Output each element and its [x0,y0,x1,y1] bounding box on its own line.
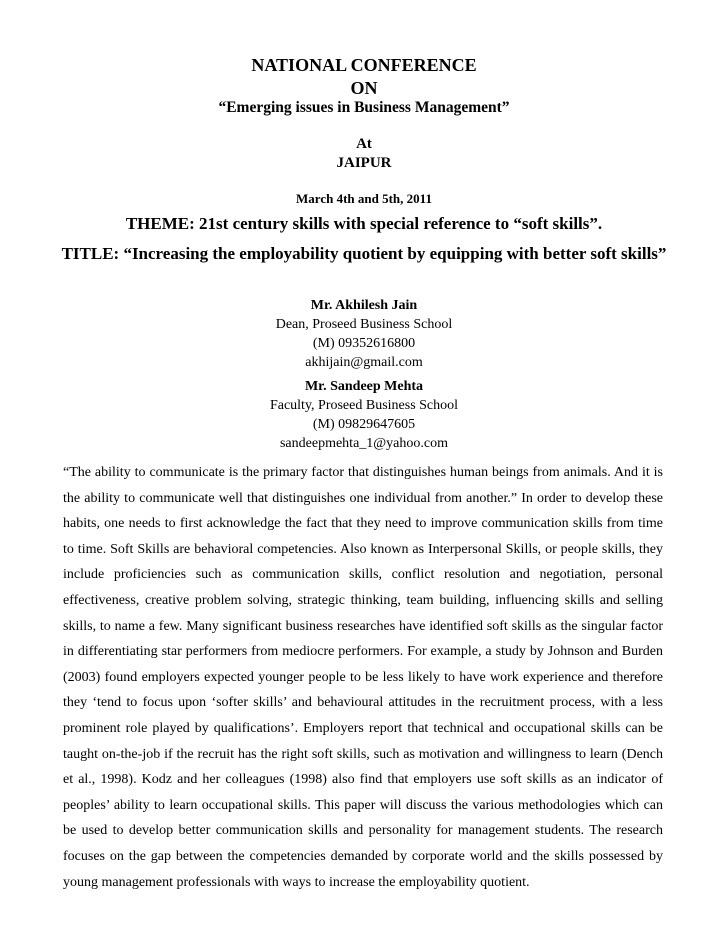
author-name: Mr. Akhilesh Jain [310,298,418,313]
conference-on: ON [350,78,378,98]
author-email: akhijain@gmail.com [305,355,423,370]
conference-at: At [356,136,372,152]
paper-theme: THEME: 21st century skills with special reference to “soft skills”. [125,214,603,233]
author-role: Faculty, Proseed Business School [269,398,459,413]
author-email: sandeepmehta_1@yahoo.com [279,436,448,451]
abstract-paragraph: “The ability to communicate is the primary factor that distinguishes human beings from animals. And it is the ability to communicate well that distinguishes one individual from another.” In order to develop these habits, one needs to first acknowledge the fact that they need to improve communication skills from time to time. Soft Skills are behavioral competencies. Also known as Interpersonal Skills, or people skills, they include proficiencies such as communication skills, conflict resolution and negotiation, personal effectiveness, creative problem solving, strategic thinking, team building, influencing skills and selling skills, to name a few. Many significant business researches have identified soft skills as the singular factor in differentiating star performers from mediocre performers. For example, a study by Johnson and Burden (2003) found employers expected younger people to be less likely to have work experience and therefore they ‘tend to focus upon ‘softer skills’ and behavioural attitudes in the recruitment process, with a less prominent role played by qualifications’. Employers report that technical and occupational skills can be taught on-the-job if the recruit has the right soft skills, such as motivation and willingness to learn (Dench et al., 1998). Kodz and her colleagues (1998) also find that employers use soft skills as an indicator of peoples’ ability to learn occupational skills. This paper will discuss the various methodologies which can be used to develop better communication skills and personality for management students. The research focuses on the gap between the competencies demanded by corporate world and the skills possessed by young management professionals with ways to increase the employability quotient. [63,465,663,890]
conference-city: JAIPUR [336,155,392,171]
author-block-1 [0,296,728,372]
author-block-2 [0,377,728,453]
author-role: Dean, Proseed Business School [275,317,453,332]
conference-topic: “Emerging issues in Business Management” [218,99,510,116]
author-name: Mr. Sandeep Mehta [304,379,424,394]
conference-title: NATIONAL CONFERENCE [251,55,477,75]
abstract-body [63,460,663,895]
paper-title: TITLE: “Increasing the employability quotient by equipping with better soft skills” [61,244,667,263]
conference-date: March 4th and 5th, 2011 [296,191,432,206]
author-phone: (M) 09829647605 [312,417,416,432]
author-phone: (M) 09352616800 [312,336,416,351]
